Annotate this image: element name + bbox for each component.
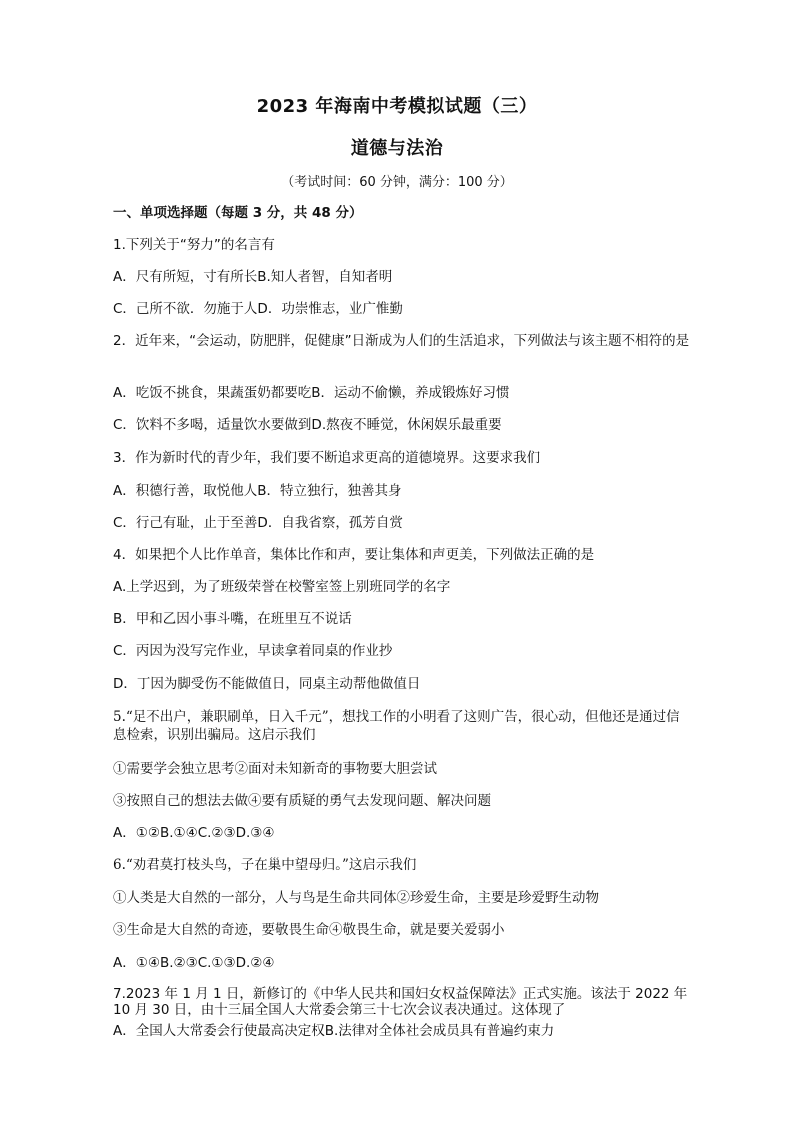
question-7-stem: 7.2023 年 1 月 1 日，新修订的《中华人民共和国妇女权益保障法》正式实施。该法于 2022 年 10 月 30 日，由十三届全国人大常委会第三十七次会议表决通过。这体现了	[113, 986, 688, 1018]
section-heading: 一、单项选择题（每题 3 分，共 48 分）	[113, 205, 363, 221]
subject-title: 道德与法治	[350, 138, 444, 159]
question-4-option-d: D．丁因为脚受伤不能做值日，同桌主动帮他做值日	[113, 676, 421, 692]
question-5-statement-line: ③按照自己的想法去做④要有质疑的勇气去发现问题、解决问题	[113, 793, 491, 809]
question-6-statement-line: ③生命是大自然的奇迹，要敬畏生命④敬畏生命，就是要关爱弱小	[113, 922, 505, 938]
question-3-option-line: A．积德行善，取悦他人B．特立独行，独善其身	[113, 483, 402, 499]
question-1-option-line: C．己所不欲．勿施于人D．功崇惟志，业广惟勤	[113, 301, 403, 317]
question-1-stem: 1.下列关于“努力”的名言有	[113, 237, 275, 253]
question-4-option-b: B．甲和乙因小事斗嘴，在班里互不说话	[113, 611, 352, 627]
question-5-choices: A．①②B.①④C.②③D.③④	[113, 825, 275, 841]
question-6-statement-line: ①人类是大自然的一部分，人与鸟是生命共同体②珍爱生命，主要是珍爱野生动物	[113, 890, 599, 906]
question-5-statement-line: ①需要学会独立思考②面对未知新奇的事物要大胆尝试	[113, 761, 437, 777]
question-3-stem: 3．作为新时代的青少年，我们要不断追求更高的道德境界。这要求我们	[113, 450, 541, 466]
question-4-stem: 4．如果把个人比作单音，集体比作和声，要让集体和声更美，下列做法正确的是	[113, 547, 595, 563]
question-4-option-a: A.上学迟到，为了班级荣誉在校警室签上别班同学的名字	[113, 579, 451, 595]
question-3-option-line: C．行己有耻，止于至善D．自我省察，孤芳自赏	[113, 515, 403, 531]
question-4-option-c: C．丙因为没写完作业，早读拿着同桌的作业抄	[113, 643, 393, 659]
exam-title: 2023 年海南中考模拟试题（三）	[256, 96, 538, 117]
exam-info: （考试时间：60 分钟，满分：100 分）	[281, 175, 513, 190]
question-2-stem: 2．近年来，“会运动，防肥胖，促健康”日渐成为人们的生活追求，下列做法与该主题不相符的是	[113, 333, 690, 349]
question-6-stem: 6.“劝君莫打枝头鸟，子在巢中望母归。”这启示我们	[113, 857, 417, 873]
question-1-option-line: A．尺有所短，寸有所长B.知人者智，自知者明	[113, 269, 393, 285]
question-7-option-line: A．全国人大常委会行使最高决定权B.法律对全体社会成员具有普遍约束力	[113, 1023, 555, 1039]
question-6-choices: A．①④B.②③C.①③D.②④	[113, 955, 275, 971]
question-2-option-line: C．饮料不多喝，适量饮水要做到D.熬夜不睡觉，休闲娱乐最重要	[113, 417, 502, 433]
question-5-stem: 5.“足不出户，兼职刷单，日入千元”，想找工作的小明看了这则广告，很心动，但他还是通过信息检索，识别出骗局。这启示我们	[113, 709, 680, 743]
question-2-option-line: A．吃饭不挑食，果蔬蛋奶都要吃B．运动不偷懒，养成锻炼好习惯	[113, 385, 510, 401]
